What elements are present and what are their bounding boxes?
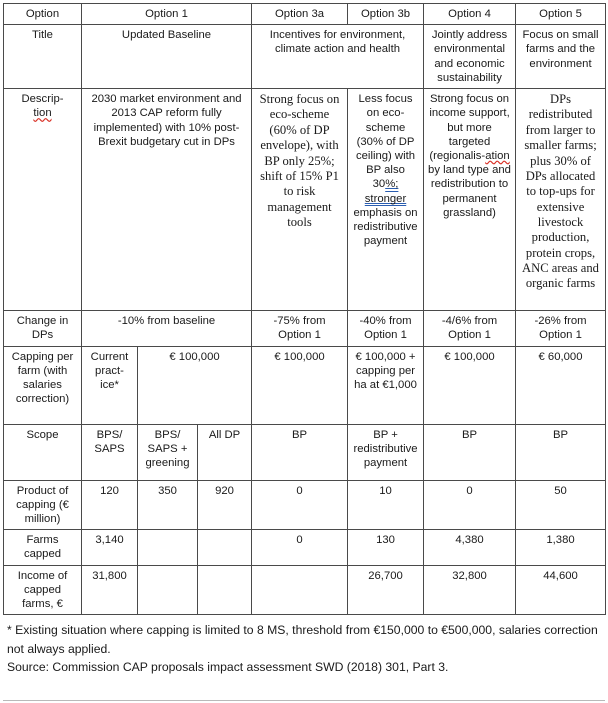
cell-product-option-4: 0: [424, 480, 516, 530]
cell-change-option-4: -4/6% from Option 1: [424, 311, 516, 346]
cell-capping-option-1a: Current pract-ice*: [82, 346, 138, 424]
cell-capping-option-3b: € 100,000 + capping per ha at €1,000: [348, 346, 424, 424]
cell-farms-option-1b: [138, 530, 198, 565]
cell-scope-option-1a: BPS/ SAPS: [82, 424, 138, 480]
cell-farms-option-1c: [198, 530, 252, 565]
cell-income-option-1a: 31,800: [82, 565, 138, 615]
cell-scope-option-5: BP: [516, 424, 606, 480]
cell-description-option-4: [424, 89, 516, 311]
cell-title-option-5: Focus on small farms and the environment: [516, 25, 606, 89]
header-cell-option-5: Option 5: [516, 4, 606, 25]
cell-title-option-1: Updated Baseline: [82, 25, 252, 89]
cell-product-option-3a: 0: [252, 480, 348, 530]
cell-farms-option-4: 4,380: [424, 530, 516, 565]
desc-3b-grammar-flagged: %; stronger: [364, 178, 407, 205]
table-row-change-in-dps: [4, 311, 606, 346]
cell-change-option-1: -10% from baseline: [82, 311, 252, 346]
cell-product-option-1c: 920: [198, 480, 252, 530]
table-row-capping-per-farm: [4, 346, 606, 424]
table-row-scope: [4, 424, 606, 480]
header-cell-option: Option: [4, 4, 82, 25]
desc-4-text-post: by land type and redistribution to permanent grassland): [428, 164, 511, 219]
table-row-income-of-capped-farms: [4, 565, 606, 615]
cell-farms-option-3a: 0: [252, 530, 348, 565]
cell-capping-option-4: € 100,000: [424, 346, 516, 424]
cell-product-option-5: 50: [516, 480, 606, 530]
row-label-capping-per-farm: Capping per farm (with salaries correction): [4, 346, 82, 424]
cell-income-option-5: 44,600: [516, 565, 606, 615]
cell-income-option-1b: [138, 565, 198, 615]
cell-description-option-3a: Strong focus on eco-scheme (60% of DP envelope), with BP only 25%; shift of 15% P1 to risk management tools: [252, 89, 348, 311]
row-label-scope: Scope: [4, 424, 82, 480]
table-row-farms-capped: [4, 530, 606, 565]
desc-3b-text-pre: Less focus on eco-scheme (30% of DP ceiling) with BP also 30: [356, 93, 416, 191]
cell-scope-option-3a: BP: [252, 424, 348, 480]
cell-scope-option-4: BP: [424, 424, 516, 480]
cell-scope-option-1b: BPS/ SAPS + greening: [138, 424, 198, 480]
page-bottom-divider: [3, 700, 605, 701]
header-cell-option-4: Option 4: [424, 4, 516, 25]
cell-description-option-5: DPs redistributed from larger to smaller farms; plus 30% of DPs allocated to top-ups for extensive livestock production, protein crops, ANC areas and organic farms: [516, 89, 606, 311]
cell-title-option-3ab: Incentives for environment, climate action and health: [252, 25, 424, 89]
row-label-description-line2: tion: [33, 107, 52, 120]
cell-change-option-3b: -40% from Option 1: [348, 311, 424, 346]
cell-income-option-1c: [198, 565, 252, 615]
cell-farms-option-5: 1,380: [516, 530, 606, 565]
cell-change-option-5: -26% from Option 1: [516, 311, 606, 346]
desc-4-spell-flagged: ation: [485, 149, 510, 162]
table-row-title: [4, 25, 606, 89]
cell-description-option-1: 2030 market environment and 2013 CAP reform fully implemented) with 10% post-Brexit budgetary cut in DPs: [82, 89, 252, 311]
cell-product-option-1a: 120: [82, 480, 138, 530]
desc-4-text-pre: Strong focus on income support, but more targeted (regionalis-: [429, 93, 510, 162]
table-source: Source: Commission CAP proposals impact assessment SWD (2018) 301, Part 3.: [7, 660, 449, 675]
row-label-title: Title: [4, 25, 82, 89]
row-label-description: [4, 89, 82, 311]
cell-scope-option-1c: All DP: [198, 424, 252, 480]
row-label-income-of-capped-farms: Income of capped farms, €: [4, 565, 82, 615]
table-footnote: * Existing situation where capping is limited to 8 MS, threshold from €150,000 to €500,000, salaries correction not always applied.: [7, 623, 598, 656]
header-cell-option-3b: Option 3b: [348, 4, 424, 25]
row-label-product-of-capping: Product of capping (€ million): [4, 480, 82, 530]
cell-title-option-4: Jointly address environmental and economic sustainability: [424, 25, 516, 89]
cell-farms-option-1a: 3,140: [82, 530, 138, 565]
table-row-description: [4, 89, 606, 311]
table-header-row: [4, 4, 606, 25]
cell-income-option-3a: [252, 565, 348, 615]
cell-scope-option-3b: BP + redistributive payment: [348, 424, 424, 480]
table-row-product-of-capping: [4, 480, 606, 530]
desc-3b-text-post: emphasis on redistributive payment: [353, 206, 418, 248]
row-label-farms-capped: Farms capped: [4, 530, 82, 565]
capping-comparison-table: [3, 3, 606, 615]
header-cell-option-3a: Option 3a: [252, 4, 348, 25]
cell-description-option-3b: [348, 89, 424, 311]
cell-product-option-3b: 10: [348, 480, 424, 530]
cell-capping-option-5: € 60,000: [516, 346, 606, 424]
row-label-description-line1: Descrip-: [21, 93, 64, 106]
row-label-change-in-dps: Change in DPs: [4, 311, 82, 346]
cell-income-option-3b: 26,700: [348, 565, 424, 615]
cell-capping-option-1bc: € 100,000: [138, 346, 252, 424]
cell-capping-option-3a: € 100,000: [252, 346, 348, 424]
cell-product-option-1b: 350: [138, 480, 198, 530]
table-notes: [3, 621, 605, 677]
header-cell-option-1: Option 1: [82, 4, 252, 25]
cell-change-option-3a: -75% from Option 1: [252, 311, 348, 346]
cell-farms-option-3b: 130: [348, 530, 424, 565]
cell-income-option-4: 32,800: [424, 565, 516, 615]
